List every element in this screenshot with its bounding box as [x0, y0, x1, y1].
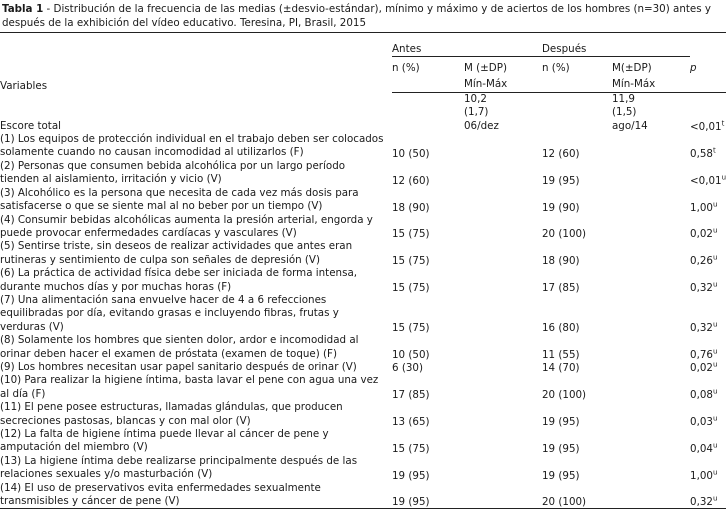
- despues-n-value: 20 (100): [542, 228, 587, 241]
- escore-total-antes-mean: 10,2: [464, 93, 487, 106]
- col-header-despues-n: n (%): [542, 62, 570, 75]
- p-value: [690, 401, 726, 428]
- table-caption: [0, 0, 726, 33]
- p-value-number: 0,32: [690, 496, 713, 509]
- col-header-variables: Variables: [0, 79, 48, 92]
- p-value-number: 0,08: [690, 389, 713, 402]
- p-value: [690, 294, 726, 334]
- question-text: (10) Para realizar la higiene íntima, basta lavar el pene con agua una vez al día (F): [0, 374, 379, 400]
- p-value-footnote: u: [712, 320, 718, 329]
- p-value-footnote: u: [712, 226, 718, 235]
- antes-stats-value: [464, 214, 542, 241]
- question-text: (12) La falta de higiene íntima puede llevar al cáncer de pene y amputación del miembro (V): [0, 428, 329, 454]
- antes-stats-value: [464, 133, 542, 160]
- p-value-number: <0,01: [690, 174, 722, 187]
- table-row: [0, 455, 726, 482]
- escore-total-antes-minmax: 06/dez: [464, 119, 499, 132]
- antes-n-value: 6 (30): [392, 362, 423, 375]
- p-value-number: 0,04: [690, 442, 713, 455]
- p-value: [690, 361, 726, 374]
- p-value: [690, 334, 726, 361]
- antes-n-value: 15 (75): [392, 442, 430, 455]
- p-value-footnote: u: [712, 253, 718, 262]
- question-text: (13) La higiene íntima debe realizarse principalmente después de las relaciones sexuales y/o masturbación (V): [0, 454, 358, 481]
- table-row: [0, 187, 726, 214]
- antes-n-value: 17 (85): [392, 389, 430, 402]
- p-value-number: 0,32: [690, 322, 713, 335]
- p-value-number: 0,03: [690, 416, 713, 429]
- p-value-number: 0,76: [690, 348, 713, 361]
- escore-total-label: Escore total: [0, 119, 61, 132]
- col-header-p: p: [690, 62, 697, 75]
- p-value-number: 0,02: [690, 228, 713, 241]
- despues-stats-value: [612, 455, 690, 482]
- despues-n-value: 18 (90): [542, 255, 580, 268]
- antes-stats-value: [464, 267, 542, 294]
- despues-stats-value: [612, 160, 690, 187]
- col-header-despues-m: M(±DP): [612, 62, 652, 75]
- antes-stats-value: [464, 374, 542, 401]
- table-row: [0, 160, 726, 187]
- antes-n-value: 15 (75): [392, 228, 430, 241]
- antes-stats-value: [464, 482, 542, 509]
- escore-total-despues-stats: [612, 93, 690, 133]
- escore-total-despues-n: [542, 93, 612, 133]
- despues-stats-value: [612, 482, 690, 509]
- table-row: [0, 133, 726, 160]
- escore-total-antes-stats: [464, 93, 542, 133]
- escore-total-p-value: [690, 93, 726, 133]
- despues-n-value: 19 (95): [542, 469, 580, 482]
- p-value-number: 0,32: [690, 281, 713, 294]
- table-head: [0, 33, 726, 93]
- col-header-antes-n: n (%): [392, 62, 420, 75]
- antes-n-value: 19 (95): [392, 469, 430, 482]
- table-row: [0, 401, 726, 428]
- escore-total-despues-minmax: ago/14: [612, 119, 648, 132]
- p-value-footnote: u: [712, 347, 718, 356]
- p-value-footnote: u: [712, 200, 718, 209]
- p-value-number: 1,00: [690, 201, 713, 214]
- despues-stats-value: [612, 267, 690, 294]
- escore-total-antes-n: [392, 93, 464, 133]
- table-row: [0, 267, 726, 294]
- antes-stats-value: [464, 187, 542, 214]
- p-value-footnote: u: [721, 173, 727, 182]
- despues-n-value: 12 (60): [542, 147, 580, 160]
- antes-stats-value: [464, 334, 542, 361]
- escore-total-antes-sd: (1,7): [464, 106, 489, 119]
- table-row: [0, 334, 726, 361]
- antes-n-value: 12 (60): [392, 174, 430, 187]
- p-value-footnote: u: [712, 468, 718, 477]
- p-value-number: 0,26: [690, 255, 713, 268]
- despues-n-value: 19 (95): [542, 442, 580, 455]
- despues-n-value: 14 (70): [542, 362, 580, 375]
- despues-n-value: 19 (95): [542, 174, 580, 187]
- p-value: [690, 428, 726, 455]
- despues-stats-value: [612, 133, 690, 160]
- question-text: (11) El pene posee estructuras, llamadas glándulas, que producen secreciones pastosas, blancas y con mal olor (V): [0, 401, 343, 427]
- caption-separator: -: [43, 3, 54, 15]
- p-value: [690, 133, 726, 160]
- escore-total-p-number: <0,01: [690, 121, 722, 134]
- despues-stats-value: [612, 214, 690, 241]
- p-value: [690, 374, 726, 401]
- despues-n-value: 11 (55): [542, 348, 580, 361]
- p-value: [690, 455, 726, 482]
- p-value-number: 0,02: [690, 362, 713, 375]
- p-value-footnote: u: [712, 360, 718, 369]
- table-row-escore-total: [0, 93, 726, 133]
- p-value-number: 0,58: [690, 147, 713, 160]
- escore-total-despues-mean: 11,9: [612, 93, 635, 106]
- caption-text: Distribución de la frecuencia de las medias (±desvio-estándar), mínimo y máximo y de aciertos de los hombres (n=30) antes y después de la exhibición del vídeo educativo. Teresina, PI, Brasil, 2015: [2, 3, 711, 29]
- antes-stats-value: [464, 160, 542, 187]
- p-value: [690, 187, 726, 214]
- despues-n-value: 16 (80): [542, 322, 580, 335]
- p-value-number: 1,00: [690, 469, 713, 482]
- table-body: [0, 93, 726, 509]
- question-text: (3) Alcohólico es la persona que necesita de cada vez más dosis para satisfacerse o que se siente mal al no beber por un tiempo (V): [0, 186, 359, 213]
- p-value-footnote: u: [712, 280, 718, 289]
- question-text: (1) Los equipos de protección individual en el trabajo deben ser colocados solamente cuando no causan incomodidad al utilizarlos (F): [0, 133, 384, 159]
- despues-stats-value: [612, 187, 690, 214]
- antes-n-value: 10 (50): [392, 147, 430, 160]
- group-header-spacer: [0, 33, 392, 57]
- antes-n-value: 19 (95): [392, 496, 430, 509]
- group-header-antes: Antes: [392, 33, 542, 57]
- table-row: [0, 361, 726, 374]
- despues-stats-value: [612, 334, 690, 361]
- antes-stats-value: [464, 294, 542, 334]
- question-text: (6) La práctica de actividad física debe ser iniciada de forma intensa, durante muchos días y por muchas horas (F): [0, 267, 358, 293]
- despues-stats-value: [612, 374, 690, 401]
- table-row: [0, 482, 726, 509]
- p-value-footnote: u: [712, 495, 718, 504]
- antes-stats-value: [464, 401, 542, 428]
- despues-stats-value: [612, 294, 690, 334]
- despues-n-value: 19 (95): [542, 416, 580, 429]
- despues-n-value: 19 (90): [542, 201, 580, 214]
- sub-header-row-1: [0, 57, 726, 76]
- despues-n-value: 20 (100): [542, 496, 587, 509]
- despues-n-value: 17 (85): [542, 281, 580, 294]
- col-header-despues-n-2: [542, 75, 612, 93]
- p-value: [690, 482, 726, 509]
- question-text: (8) Solamente los hombres que sienten dolor, ardor e incomodidad al orinar deben hacer el examen de próstata (examen de toque) (F): [0, 334, 359, 360]
- col-header-antes-minmax: Mín-Máx: [464, 75, 542, 93]
- group-header-p-spacer: [690, 33, 726, 57]
- question-text: (7) Una alimentación sana envuelve hacer de 4 a 6 refecciones equilibradas por día, evitando grasas e incluyendo fibras, frutas y verduras (V): [0, 293, 339, 333]
- antes-stats-value: [464, 428, 542, 455]
- antes-n-value: 15 (75): [392, 281, 430, 294]
- question-text: (5) Sentirse triste, sin deseos de realizar actividades que antes eran rutineras y sentimiento de culpa son señales de depresión (V): [0, 240, 353, 266]
- antes-n-value: 18 (90): [392, 201, 430, 214]
- antes-n-value: 10 (50): [392, 348, 430, 361]
- p-value: [690, 160, 726, 187]
- question-text: (14) El uso de preservativos evita enfermedades sexualmente transmisibles y cáncer de pene (V): [0, 481, 321, 508]
- antes-n-value: 15 (75): [392, 322, 430, 335]
- escore-total-despues-sd: (1,5): [612, 106, 637, 119]
- despues-stats-value: [612, 428, 690, 455]
- despues-stats-value: [612, 361, 690, 374]
- table-row: [0, 294, 726, 334]
- question-text: (2) Personas que consumen bebida alcohólica por un largo período tienden al aislamiento, irritación y vicio (V): [0, 159, 346, 186]
- question-text: (4) Consumir bebidas alcohólicas aumenta la presión arterial, engorda y puede provocar enfermedades cardíacas y vasculares (V): [0, 213, 373, 239]
- group-header-despues: Después: [542, 33, 690, 57]
- group-header-row: [0, 33, 726, 57]
- col-header-despues-minmax: Mín-Máx: [612, 75, 690, 93]
- question-text: (9) Los hombres necesitan usar papel sanitario después de orinar (V): [0, 360, 357, 373]
- p-value: [690, 240, 726, 267]
- p-value-footnote: t: [712, 146, 716, 155]
- antes-stats-value: [464, 361, 542, 374]
- table-row: [0, 240, 726, 267]
- results-table: [0, 33, 726, 509]
- p-value: [690, 214, 726, 241]
- col-header-p-2: [690, 75, 726, 93]
- p-value-footnote: u: [712, 414, 718, 423]
- despues-stats-value: [612, 240, 690, 267]
- despues-stats-value: [612, 401, 690, 428]
- table-row: [0, 214, 726, 241]
- p-value-footnote: u: [712, 441, 718, 450]
- despues-n-value: 20 (100): [542, 389, 587, 402]
- antes-stats-value: [464, 240, 542, 267]
- col-header-antes-m: M (±DP): [464, 62, 507, 75]
- antes-n-value: 15 (75): [392, 255, 430, 268]
- antes-stats-value: [464, 455, 542, 482]
- col-header-antes-n-2: [392, 75, 464, 93]
- p-value-footnote: u: [712, 387, 718, 396]
- antes-n-value: 13 (65): [392, 416, 430, 429]
- escore-total-p-footnote: t: [721, 119, 725, 128]
- table-row: [0, 374, 726, 401]
- table-row: [0, 428, 726, 455]
- caption-label: Tabla 1: [2, 3, 44, 15]
- p-value: [690, 267, 726, 294]
